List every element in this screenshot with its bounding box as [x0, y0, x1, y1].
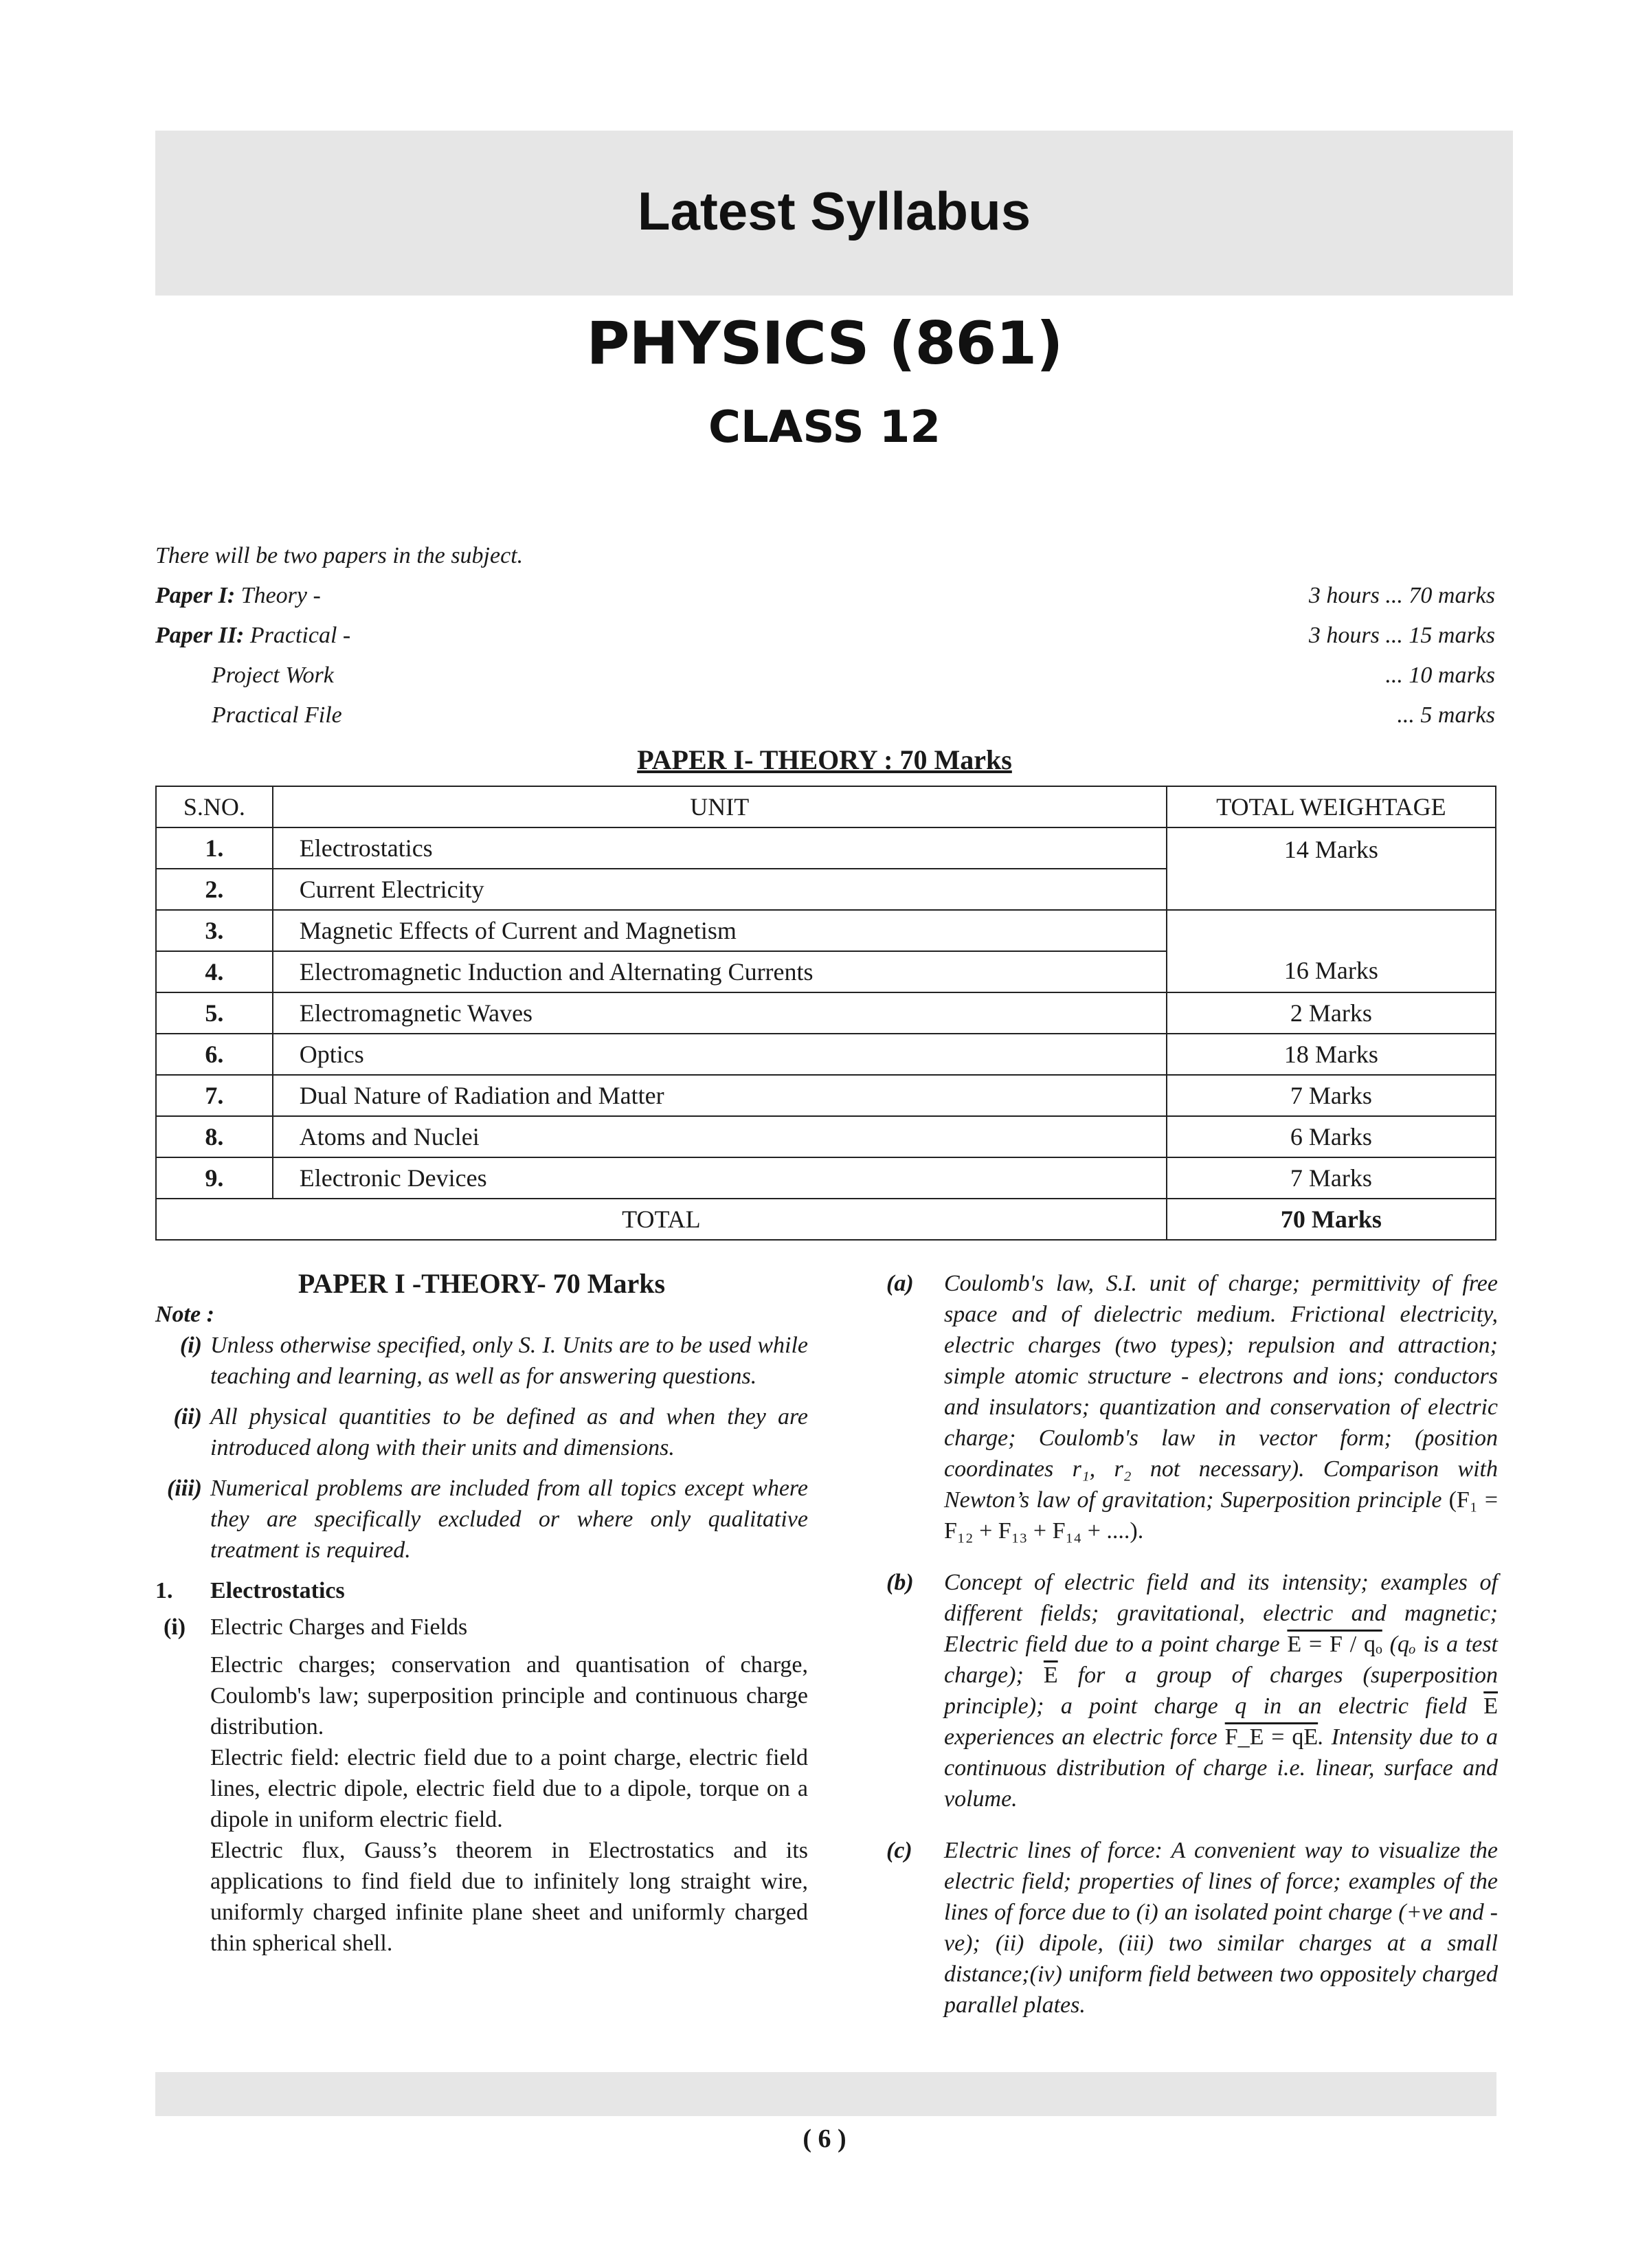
paper1-duration: 3 hours ... 70 marks	[1308, 583, 1495, 608]
subsection-marker: (i)	[164, 1614, 186, 1640]
table-cell-unit: Dual Nature of Radiation and Matter	[273, 1075, 1167, 1116]
banner-title: Latest Syllabus	[637, 181, 1031, 241]
table-total-value: 70 Marks	[1167, 1199, 1496, 1240]
topic-item-b	[886, 1567, 1498, 1814]
table-total-row	[156, 1199, 1496, 1240]
table-header-row	[156, 786, 1496, 827]
col-header-weightage: TOTAL WEIGHTAGE	[1167, 786, 1496, 827]
project-work-label: Project Work	[212, 663, 334, 688]
body-paragraph: Electric field: electric field due to a point charge, electric field lines, electric dipole, electric field due to a dipole, torque on a dipole in uniform electric field.	[210, 1745, 808, 1832]
topic-text: Coulomb's law, S.I. unit of charge; permittivity of free space and of dielectric medium. Frictional electricity, electric charges (two types); repulsion and attraction; simple atomic structure - electrons and ions; conductors and insulators; quantization and conservation of electric charge; Coulomb's law in vector form; (position coordinates r₁, r₂ not necessary). Comparison with Newton’s law of gravitation; Superposition principle	[944, 1271, 1498, 1513]
paper1-text: Theory -	[235, 583, 321, 608]
table-cell-sno: 4.	[156, 951, 273, 992]
topic-marker: (c)	[886, 1838, 912, 1863]
table-cell-weightage: 7 Marks	[1167, 1157, 1496, 1199]
topic-text: (qₒ is a test charge);	[944, 1632, 1498, 1688]
note-marker: (i)	[179, 1333, 202, 1358]
table-cell-weightage: 7 Marks	[1167, 1075, 1496, 1116]
table-cell-sno: 6.	[156, 1034, 273, 1075]
table-row	[156, 910, 1496, 951]
note-item	[155, 1330, 808, 1392]
table-row	[156, 1157, 1496, 1199]
table-row	[156, 1034, 1496, 1075]
note-item	[155, 1473, 808, 1566]
table-cell-unit: Electromagnetic Induction and Alternating Currents	[273, 951, 1167, 992]
note-text: Numerical problems are included from all topics except where they are specifically excluded or where only qualitative treatment is required.	[210, 1476, 808, 1563]
topic-text: experiences an electric force	[944, 1724, 1225, 1750]
table-row	[156, 992, 1496, 1034]
table-cell-unit: Optics	[273, 1034, 1167, 1075]
intro-text: There will be two papers in the subject.	[155, 543, 524, 568]
table-row	[156, 1116, 1496, 1157]
topic-marker: (b)	[886, 1570, 914, 1595]
note-text: All physical quantities to be defined as and when they are introduced along with their units and dimensions.	[210, 1404, 808, 1460]
practical-file-label: Practical File	[212, 702, 342, 728]
page-number: ( 6 )	[803, 2124, 846, 2153]
table-row	[156, 827, 1496, 869]
field-formula: E = F / qₒ	[1287, 1632, 1382, 1657]
col-header-sno: S.NO.	[156, 786, 273, 827]
table-heading: PAPER I- THEORY : 70 Marks	[637, 744, 1012, 775]
footer-band	[155, 2072, 1496, 2116]
field-vector: $\overline{E}$	[1483, 1693, 1498, 1719]
units-table	[155, 786, 1496, 1241]
table-row	[156, 1075, 1496, 1116]
header-banner	[155, 131, 1513, 296]
table-cell-weightage: 6 Marks	[1167, 1116, 1496, 1157]
paper1-label: Paper I:	[155, 583, 236, 608]
topic-text: . Intensity due to a continuous distribution of charge i.e. linear, surface and volume.	[944, 1724, 1498, 1812]
note-text: Unless otherwise specified, only S. I. Units are to be used while teaching and learning, as well as for answering questions.	[210, 1333, 808, 1389]
note-label: Note :	[155, 1302, 214, 1327]
topic-marker: (a)	[886, 1271, 914, 1296]
right-column	[886, 1268, 1498, 2041]
class-title: CLASS 12	[708, 402, 941, 453]
topic-text: Concept of electric field and its intensity; examples of different fields; gravitational, electric and magnetic; Electric field due to a point charge	[944, 1570, 1498, 1657]
table-total-label: TOTAL	[156, 1199, 1167, 1240]
note-marker: (ii)	[173, 1404, 202, 1430]
table-cell-sno: 2.	[156, 869, 273, 910]
table-cell-sno: 5.	[156, 992, 273, 1034]
table-cell-weightage: 14 Marks	[1167, 827, 1496, 910]
body-paragraph: Electric charges; conservation and quantisation of charge, Coulomb's law; superposition principle and continuous charge distribution.	[210, 1652, 808, 1739]
topic-item-a	[886, 1268, 1498, 1546]
topic-text: Electric lines of force: A convenient way to visualize the electric field; properties of lines of force; examples of the lines of force due to (i) an isolated point charge (+ve and - ve); (ii) dipole, (iii) two similar charges at a small distance;(iv) uniform field between two oppositely charged parallel plates.	[944, 1838, 1498, 2018]
paper2-duration: 3 hours ... 15 marks	[1308, 623, 1495, 648]
table-cell-sno: 7.	[156, 1075, 273, 1116]
note-item	[155, 1401, 808, 1463]
paper2-label: Paper II:	[155, 623, 245, 648]
subsection-title: Electric Charges and Fields	[210, 1614, 468, 1640]
body-paragraph: Electric flux, Gauss’s theorem in Electrostatics and its applications to find field due to infinitely long straight wire, uniformly charged infinite plane sheet and uniformly charged thin spherical shell.	[210, 1838, 808, 1956]
force-formula: F_E = qE	[1224, 1724, 1319, 1750]
col-header-unit: UNIT	[273, 786, 1167, 827]
table-cell-sno: 3.	[156, 910, 273, 951]
table-cell-unit: Electronic Devices	[273, 1157, 1167, 1199]
project-work-marks: ... 10 marks	[1385, 663, 1495, 688]
topic-text: for a group of charges (superposition principle); a point charge q in an electric field	[944, 1663, 1498, 1719]
paper-heading: PAPER I -THEORY- 70 Marks	[298, 1268, 666, 1299]
table-cell-sno: 9.	[156, 1157, 273, 1199]
practical-file-marks: ... 5 marks	[1397, 702, 1495, 728]
subsection-heading	[155, 1612, 808, 1643]
field-vector: $\overline{E}$	[1043, 1663, 1058, 1688]
page-title: PHYSICS (861)	[586, 309, 1063, 378]
note-marker: (iii)	[167, 1476, 202, 1501]
table-cell-weightage: 18 Marks	[1167, 1034, 1496, 1075]
table-cell-unit: Electrostatics	[273, 827, 1167, 869]
table-cell-unit: Current Electricity	[273, 869, 1167, 910]
table-cell-unit: Atoms and Nuclei	[273, 1116, 1167, 1157]
topic-item-c	[886, 1835, 1498, 2021]
table-cell-sno: 8.	[156, 1116, 273, 1157]
superposition-formula: (F₁ = F₁₂ + F₁₃ + F₁₄ + ....).	[944, 1487, 1498, 1544]
section-number: 1.	[155, 1578, 173, 1603]
section-heading	[155, 1575, 808, 1606]
section-title: Electrostatics	[210, 1578, 345, 1603]
left-column	[155, 1268, 808, 1959]
table-cell-weightage: 16 Marks	[1167, 910, 1496, 992]
table-cell-sno: 1.	[156, 827, 273, 869]
paper2-text: Practical -	[244, 623, 351, 648]
table-cell-unit: Magnetic Effects of Current and Magnetism	[273, 910, 1167, 951]
table-cell-weightage: 2 Marks	[1167, 992, 1496, 1034]
table-cell-unit: Electromagnetic Waves	[273, 992, 1167, 1034]
